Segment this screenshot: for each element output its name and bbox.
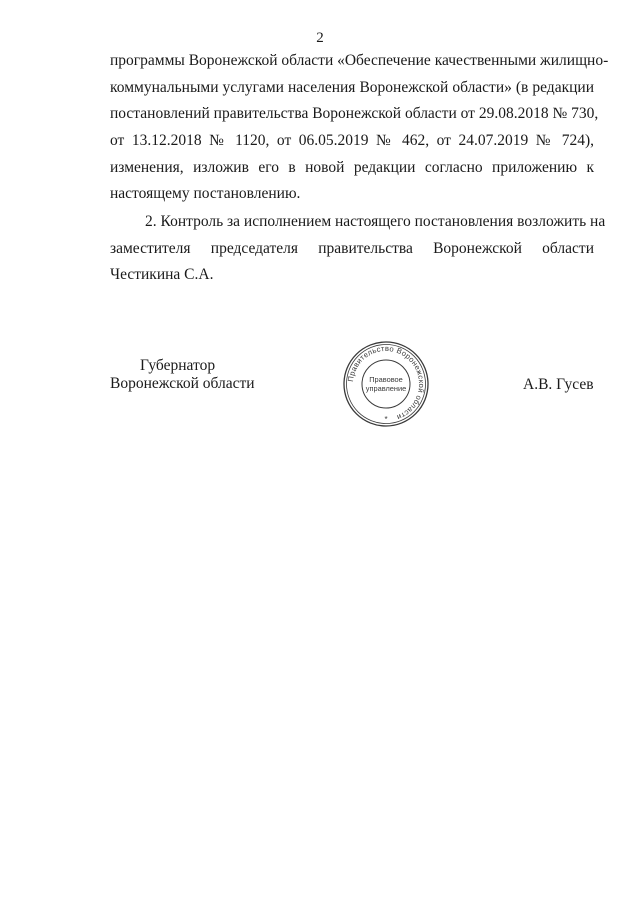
body-line-4: от 13.12.2018 № 1120, от 06.05.2019 № 462, от 24.07.2019 № 724),: [110, 132, 594, 149]
official-stamp: [341, 339, 431, 429]
stamp-graphic: [341, 339, 431, 429]
stamp-center-line-2: управление: [365, 384, 407, 393]
signature-title: Губернатор: [140, 357, 216, 374]
body-line-3: постановлений правительства Воронежской области от 29.08.2018 № 730,: [110, 105, 599, 122]
page-number: 2: [316, 30, 324, 46]
stamp-center-line-1: Правовое: [369, 375, 403, 384]
body-line-1: программы Воронежской области «Обеспечение качественными жилищно-: [110, 52, 609, 69]
body-line-8: заместителя председателя правительства Воронежской области: [110, 240, 594, 257]
signature-name: А.В. Гусев: [523, 376, 594, 393]
signature-region: Воронежской области: [110, 375, 255, 392]
body-line-9: Честикина С.А.: [110, 266, 214, 283]
body-line-5: изменения, изложив его в новой редакции согласно приложению к: [110, 159, 594, 176]
body-line-6: настоящему постановлению.: [110, 185, 301, 202]
stamp-star: *: [384, 415, 388, 424]
stamp-ring-text: Правительство Воронежской области: [346, 343, 427, 423]
body-line-2: коммунальными услугами населения Воронежской области» (в редакции: [110, 79, 594, 96]
body-line-7: 2. Контроль за исполнением настоящего постановления возложить на: [145, 213, 606, 230]
